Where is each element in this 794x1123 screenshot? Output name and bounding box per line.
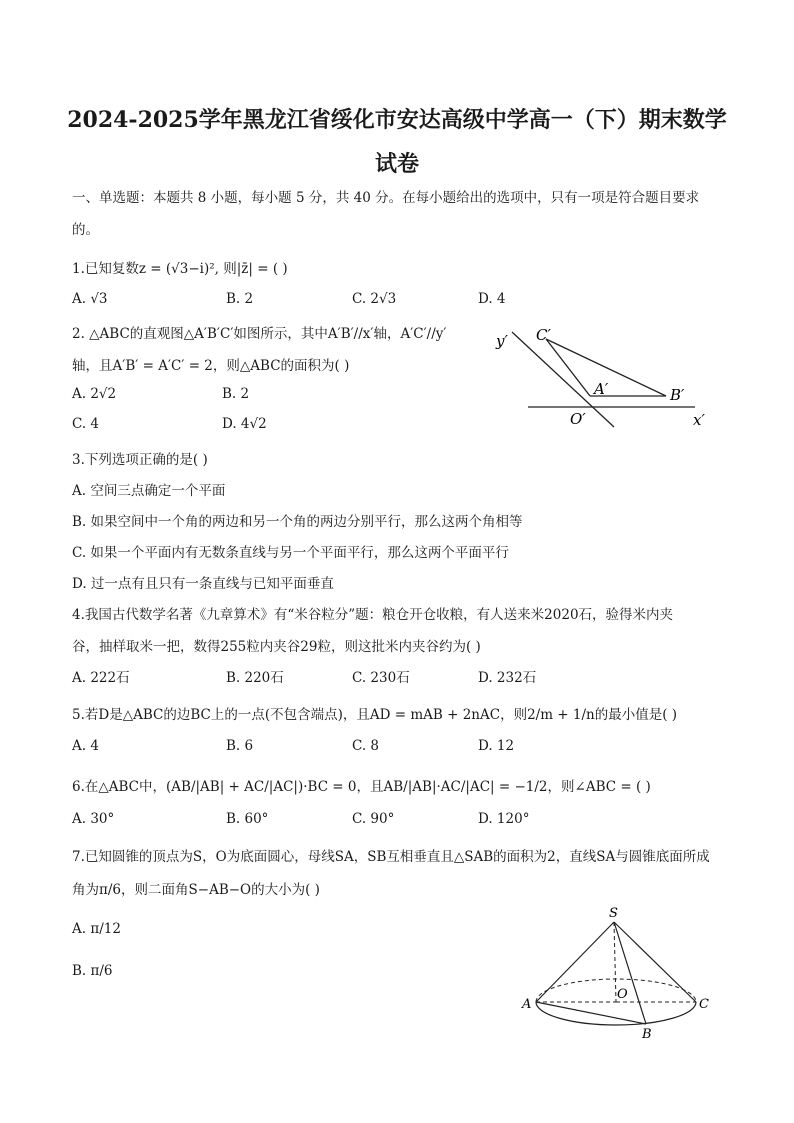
height-so (614, 922, 616, 1002)
q2-option-d: D. 4√2 (222, 416, 267, 432)
label-a-prime: A′ (594, 380, 609, 398)
q6-option-d: D. 120° (478, 811, 530, 827)
question-4-cont: 谷，抽样取米一把，数得255粒内夹谷29粒，则这批米内夹谷约为( ) (72, 639, 481, 655)
section-heading: 一、单选题：本题共 8 小题，每小题 5 分，共 40 分。在每小题给出的选项中，只有一项是符合题目要求 (72, 190, 700, 206)
label-c: C (699, 997, 709, 1012)
q4-option-d: D. 232石 (478, 670, 537, 686)
label-o: O (617, 987, 628, 1002)
segment-c-a (546, 339, 590, 396)
q2-figure (490, 320, 720, 432)
q6-option-b: B. 60° (226, 811, 269, 827)
q6-option-c: C. 90° (352, 811, 395, 827)
base-ellipse-back (536, 979, 696, 1002)
label-x-prime: x′ (693, 411, 705, 429)
question-1: 1.已知复数z = (√3−i)², 则|z̄| = ( ) (72, 261, 288, 277)
q1-option-d: D. 4 (478, 291, 506, 307)
q2-option-a: A. 2√2 (72, 386, 117, 402)
question-2: 2. △ABC的直观图△A′B′C′如图所示，其中A′B′//x′轴，A′C′//y′ (72, 326, 447, 342)
label-y-prime: y′ (496, 332, 508, 350)
label-c-prime: C′ (536, 326, 551, 344)
label-b: B (642, 1027, 652, 1042)
question-4: 4.我国古代数学名著《九章算术》有“米谷粒分”题：粮仓开仓收粮，有人送来米2020石，验得米内夹 (72, 607, 674, 623)
q2-option-b: B. 2 (222, 386, 250, 402)
label-b-prime: B′ (670, 386, 685, 404)
q3-option-d: D. 过一点有且只有一条直线与已知平面垂直 (72, 576, 334, 592)
question-5: 5.若D是△ABC的边BC上的一点(不包含端点)，且AD = mAB + 2nAC，则2/m + 1/n的最小值是( ) (72, 707, 678, 723)
q7-cone-figure (510, 900, 720, 1045)
q2-option-c: C. 4 (72, 416, 100, 432)
q7-option-a: A. π/12 (72, 921, 121, 937)
q4-option-b: B. 220石 (226, 670, 284, 686)
q5-option-c: C. 8 (352, 738, 380, 754)
q1-option-a: A. √3 (72, 291, 108, 307)
q3-option-c: C. 如果一个平面内有无数条直线与另一个平面平行，那么这两个平面平行 (72, 545, 509, 561)
q1-option-b: B. 2 (226, 291, 254, 307)
question-3: 3.下列选项正确的是( ) (72, 452, 208, 468)
label-o-prime: O′ (570, 410, 586, 428)
q6-option-a: A. 30° (72, 811, 115, 827)
page-title: 2024-2025学年黑龙江省绥化市安达高级中学高一（下）期末数学试卷 (67, 107, 727, 177)
question-2-cont: 轴，且A′B′ = A′C′ = 2，则△ABC的面积为( ) (72, 358, 350, 374)
q7-option-b: B. π/6 (72, 963, 113, 979)
q5-option-d: D. 12 (478, 738, 515, 754)
q5-option-a: A. 4 (72, 738, 99, 754)
label-s: S (609, 906, 618, 921)
question-7: 7.已知圆锥的顶点为S，O为底面圆心，母线SA，SB互相垂直且△SAB的面积为2，直线SA与圆锥底面所成 (72, 849, 710, 865)
section-heading-cont: 的。 (72, 222, 99, 238)
segment-ab (536, 1002, 646, 1024)
question-6: 6.在△ABC中，(AB/|AB| + AC/|AC|)·BC = 0，且AB/|AB|·AC/|AC| = −1/2，则∠ABC = ( ) (72, 779, 651, 795)
q4-option-c: C. 230石 (352, 670, 410, 686)
q3-option-b: B. 如果空间中一个角的两边和另一个角的两边分别平行，那么这两个角相等 (72, 514, 523, 530)
question-7-cont: 角为π/6，则二面角S−AB−O的大小为( ) (72, 882, 320, 898)
q5-option-b: B. 6 (226, 738, 254, 754)
label-a: A (522, 997, 532, 1012)
base-ellipse-front (536, 1002, 696, 1025)
generatrix-sa (536, 922, 614, 1002)
q1-option-c: C. 2√3 (352, 291, 397, 307)
q4-option-a: A. 222石 (72, 670, 130, 686)
q3-option-a: A. 空间三点确定一个平面 (72, 483, 226, 499)
